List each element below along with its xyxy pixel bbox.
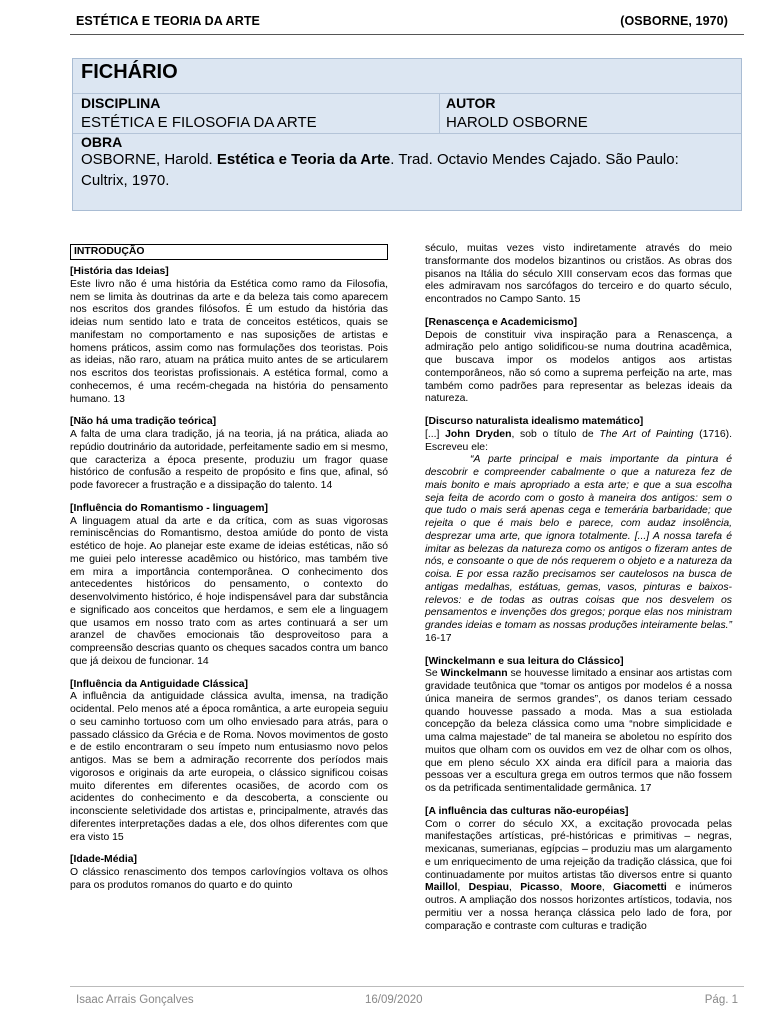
section-title: [Winckelmann e sua leitura do Clássico]: [425, 655, 624, 667]
disciplina-value: ESTÉTICA E FILOSOFIA DA ARTE: [81, 114, 317, 131]
person-name: Despiau: [468, 882, 509, 894]
section-title: [Não há uma tradição teórica]: [70, 416, 217, 428]
text-run: e inúmeros outros. A ampliação dos nossos horizontes artísticos, todavia, nos permitiu ver a nossa herança clássica pelo lado de fora, por comparação e contraste com culturas e tradição: [425, 882, 732, 932]
footer-author: Isaac Arrais Gonçalves: [76, 994, 194, 1006]
section-title: [A influência das culturas não-européias]: [425, 805, 629, 817]
book-title: The Art of Painting: [599, 428, 694, 440]
text-run: Com o correr do século XX, a excitação provocada pelas manifestações artísticas, pré-históricas e primitivas – negras, mexicanas, sumerianas, egípcias – produziu mas um alargamento e um enriquecimento de uma rejeição da tradição clássica, que foi continuadamente por muitos artistas tão diversos entre si quanto: [425, 818, 732, 881]
header-divider: [70, 34, 744, 35]
person-name: Giacometti: [613, 882, 667, 894]
block-quote: [425, 454, 732, 645]
fichario-title: FICHÁRIO: [81, 61, 178, 83]
section-text: A influência da antiguidade clássica avulta, imensa, na tradição ocidental. Pelo menos até a época romântica, a arte europeia seguiu o seu caminho tortuoso com um olho enviesado para atrás, para o passado clássico da Grécia e de Roma. Novos movimentos de gosto e de estilo encontraram o seu ímpeto num entusiasmo novo pelos antigos. Mas se bem a admiração recorrente dos períodos mais vigorosos e originais da arte europeia, o clássico significou coisas muito diferentes em diferentes ocasiões, de acordo com os acidentes do conhecimento e da descoberta, a consciente ou inconsciente seletividade dos artistas e, principalmente, através das diferentes interpretações dadas a ele, dos olhos diferentes com que era visto 15: [70, 691, 388, 843]
page-header: [76, 11, 728, 31]
obra-publication: . Trad. Octavio Mendes Cajado. São Paulo: Cultrix, 1970.: [81, 151, 679, 189]
left-column: [70, 244, 388, 893]
text-run: , sob o título de: [511, 428, 600, 440]
fichario-divider: [73, 133, 741, 134]
text-run: (1716). Escreveu ele:: [425, 428, 733, 453]
section-text: Este livro não é uma história da Estética como ramo da Filosofia, nem se limita às doutrinas da arte e da beleza tais como aparecem nos escritos dos grandes filósofos. É um estudo da história das ideias num sentido lato e trata de conceitos estéticos, quais se manifestam no comportamento e nas suposições de artistas e homens práticos, assim como nas formulações dos teoristas. Pois as ideias, não raro, atuam na prática muito antes de se articularem nos escritos dos teoristas profissionais. A estética formal, como a conhecemos, é uma recém-chegada na história do pensamento humano. 13: [70, 278, 388, 405]
header-title: ESTÉTICA E TEORIA DA ARTE: [76, 14, 260, 28]
section-text: [425, 668, 732, 796]
obra-label: OBRA: [81, 134, 123, 150]
separator: ,: [559, 882, 571, 894]
section-text: A linguagem atual da arte e da crítica, com as suas vigorosas reminiscências do Romantismo, destoa amiúde do ponto de vista estético de hoje. Ao planejar este exame de ideias estéticas, não só me guiei pelo interesse acadêmico ou histórico, mas também tive em mira a importância contemporânea. O conhecimento dos antecedentes históricos do pensamento, o contexto do desenvolvimento histórico, é hoje indispensável para dar substância e significado aos conceitos que herdamos, e sem ele a linguagem que usamos em nosso trato com as artes continuará a ser um aranzel de chavões emocionais tão desproveitoso para a compreensão descrias quanto os cheques sacados contra um banco que já deixou de funcionar. 14: [70, 515, 388, 667]
header-citation: (OSBORNE, 1970): [620, 14, 728, 28]
section-title: [História das Ideias]: [70, 266, 169, 277]
text-run: se houvesse limitado a ensinar aos artistas com gravidade teutônica que “tomar os antigos por modelos é a nossa única maneira de sermos grandes”, os danos teriam cessado quando houvesse passado a moda. Mas a sua estiolada concepção da beleza clássica como uma “nobre simplicidade e uma calma majestade” de tal maneira se aboletou no espírito dos muitos que olham com os ouvidos em vez de olhar com os olhos, que em pleno século XX ainda era difícil para a maioria das pessoas ver a escultura grega em outros termos que não fossem os da petrificada sentimentalidade germânica. 17: [425, 668, 732, 794]
intro-heading: INTRODUÇÃO: [70, 244, 388, 260]
section-title: [Influência do Romantismo - linguagem]: [70, 502, 269, 514]
section-title: [Influência da Antiguidade Clássica]: [70, 678, 249, 690]
person-name: Winckelmann: [440, 668, 508, 680]
section-text: [425, 819, 732, 934]
footer-divider: [70, 986, 744, 987]
section-text: O clássico renascimento dos tempos carlovíngios voltava os olhos para os produtos romanos do quarto e do quinto: [70, 867, 388, 891]
person-name: John Dryden: [445, 428, 512, 440]
disciplina-label: DISCIPLINA: [81, 95, 161, 111]
quote-text: “A parte principal e mais importante da pintura é descobrir e compreender cabalmente o que a natureza fez de mais bonito e mais apropriado a esta arte; e que a sua escolha seja feita de acordo com o gosto à maneira dos antigos: sem o que tudo o mais será apenas cega e temerária barbaridade; que rejeita o que é mais belo e parece, com audaz insolência, desprezar uma arte, que ignora totalmente. [...] A nossa tarefa é imitar as belezas da natureza como os antigos o fizeram antes de nós, e consoante o que de nós requerem o objeto e a natureza da coisa. E por essa razão precisamos ser cautelosos na busca de antigas medalhas, estátuas, gemas, vasos, pinturas e baixos-relevos: e de todas as outras coisas que nos desvelem os pensamentos e invenções dos gregos; porque elas nos ministram grandes ideias e tomam as nossas produções inteiramente belas.”: [425, 454, 732, 631]
fichario-divider: [73, 93, 741, 94]
text-run: [...]: [425, 428, 446, 440]
obra-citation: [81, 149, 721, 191]
person-name: Maillol: [425, 882, 458, 894]
obra-author: OSBORNE, Harold.: [81, 151, 217, 168]
footer-date: 16/09/2020: [365, 994, 423, 1006]
person-name: Picasso: [520, 882, 560, 894]
footer-page-number: Pág. 1: [704, 994, 738, 1006]
person-name: Moore: [570, 882, 602, 894]
obra-title: Estética e Teoria da Arte: [216, 151, 391, 168]
separator: ,: [601, 882, 614, 894]
section-title: [Idade-Média]: [70, 854, 137, 866]
right-column: [425, 243, 732, 933]
fichario-column-divider: [439, 93, 440, 133]
separator: ,: [457, 882, 469, 894]
separator: ,: [508, 882, 521, 894]
section-title: [Renascença e Academicismo]: [425, 316, 578, 328]
section-text: A falta de uma clara tradição, já na teoria, já na prática, aliada ao repúdio doutrinário da autoridade, perfeitamente sadio em si mesmo, que caracteriza a época presente, produziu um fragor quase histórico de confusão a respeito de propósito e fins que, afinal, só pode favorecer a frustração e a dissipação do talento. 14: [70, 429, 388, 491]
section-title: [Discurso naturalista idealismo matemático]: [425, 416, 644, 427]
autor-label: AUTOR: [446, 95, 496, 111]
text-run: Se: [425, 668, 441, 680]
section-text: Depois de constituir viva inspiração para a Renascença, a admiração pelo antigo solidificou-se numa doutrina acadêmica, que buscava impor os modelos antigos aos artistas contemporâneos, não só como a suprema perfeição na arte, mas também como padrões para representar as belezas ideais da natureza.: [425, 329, 732, 405]
section-text: século, muitas vezes visto indiretamente através do meio transformante dos modelos bizantinos ou cristãos. As obras dos pisanos na Itália do século XIII conservam ecos das formas que eles admiravam nos sarcófagos do terceiro e do quarto século, encontrados no Campo Santo. 15: [425, 243, 732, 305]
autor-value: HAROLD OSBORNE: [446, 114, 588, 131]
section-text: [425, 429, 732, 455]
fichario-box: [72, 58, 742, 211]
page-reference: 16-17: [425, 632, 452, 644]
